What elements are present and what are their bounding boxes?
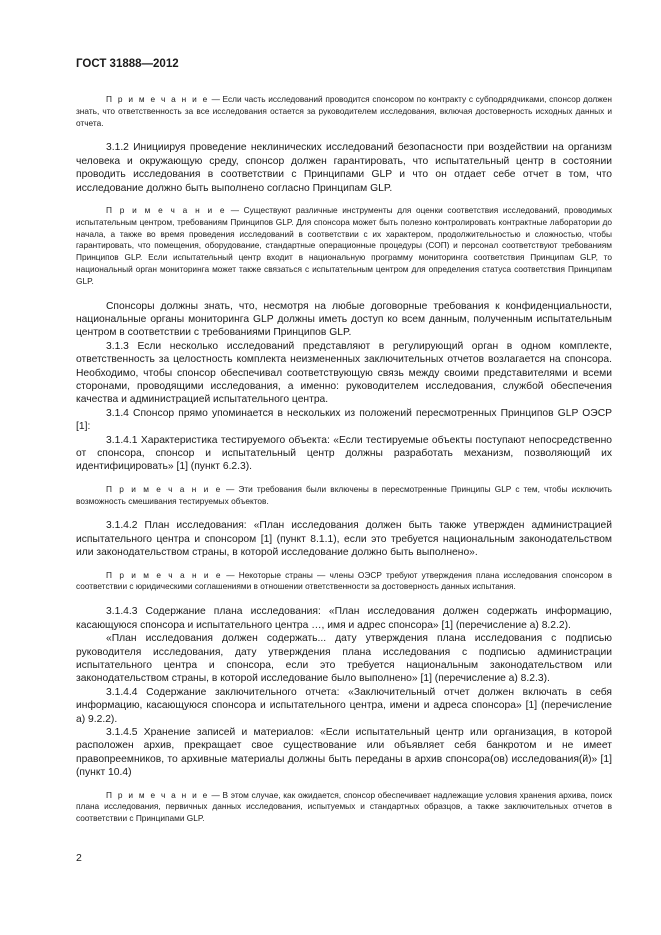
- note-label: П р и м е ч а н и е: [106, 789, 209, 800]
- body-paragraph: «План исследования должен содержать... дату утверждения плана исследования с подписью руководителя исследования, дату утверждения плана исследования с подписью администрации испытательного центра и спонсора, если это требуется национальным законодательством или законодательством страны, в которой исследование было выполнено» [1] (перечисление а) 8.2.3).: [76, 633, 612, 685]
- body-paragraph: 3.1.4.4 Содержание заключительного отчета: «Заключительный отчет должен включать в себя информацию, касающуюся спонсора и испытательного центра, имени и адреса спонсора» [1] (перечисление а) 9.2.2).: [76, 686, 612, 725]
- document-header: ГОСТ 31888—2012: [76, 58, 179, 70]
- body-paragraph: 3.1.3 Если несколько исследований представляют в регулирующий орган в одном комплекте, ответственность за целостность комплекта неизмененных заключительных отчетов возлагается на спонсора. Необходимо, чтобы спонсор обеспечивал соответствующую связь между своими представителями и всеми сторонами, проводящими исследования, а именно: руководителем исследования, службой обеспечения качества и администрацией испытательного центра.: [76, 340, 612, 406]
- note-text: — Если часть исследований проводится спонсором по контракту с субподрядчиками, спонсор должен знать, что ответственность за все исследования остается за руководителем исследования, включая достоверность исходных данных и отчета.: [76, 94, 612, 128]
- body-paragraph: 3.1.4 Спонсор прямо упоминается в нескольких из положений пересмотренных Принципов GLP ОЭСР [1]:: [76, 407, 612, 433]
- body-paragraph: 3.1.4.5 Хранение записей и материалов: «Если испытательный центр или организация, в которой расположен архив, прекращает свое существование или объявляет себя банкротом и не имеет правопреемников, то архивные материалы должны быть переданы в архив спонсора(ов) исследования(й)» [1] (пункт 10.4): [76, 726, 612, 779]
- body-paragraph: 3.1.2 Инициируя проведение неклинических исследований безопасности при воздействии на организм человека и окружающую среду, спонсор должен гарантировать, что испытательный центр в состоянии проводить исследования в соответствии с Принципами GLP и что он отдает себе отчет в том, что исследование должно быть выполнено согласно Принципам GLP.: [76, 142, 612, 194]
- note-paragraph: [76, 205, 612, 288]
- body-paragraph: 3.1.4.1 Характеристика тестируемого объекта: «Если тестируемые объекты поступают непосредственно от спонсора, спонсор и испытательный центр должны разработать механизм, позволяющий их идентифицировать» [1] (пункт 6.2.3).: [76, 434, 612, 473]
- note-paragraph: [76, 484, 612, 508]
- note-paragraph: [76, 570, 612, 594]
- body-paragraph: 3.1.4.2 План исследования: «План исследования должен быть также утвержден администрацией испытательного центра и спонсором [1] (пункт 8.1.1), если это требуется национальным законодательством или законодательством страны, в которой исследование должно быть выполнено».: [76, 520, 612, 559]
- note-label: П р и м е ч а н и е: [106, 94, 209, 104]
- note-label: П р и м е ч а н и е: [106, 205, 227, 216]
- note-label: П р и м е ч а н и е: [106, 483, 222, 494]
- body-paragraph: Спонсоры должны знать, что, несмотря на любые договорные требования к конфиденциальности, национальные органы мониторинга GLP должны иметь доступ ко всем данным, полученным испытательным центром в соответствии с требованиями Принципов GLP.: [76, 300, 612, 339]
- body-paragraph: 3.1.4.3 Содержание плана исследования: «План исследования должен содержать информацию, касающуюся спонсора и испытательного центра …, имя и адрес спонсора» [1] (перечисление а) 8.2.2).: [76, 606, 612, 631]
- note-label: П р и м е ч а н и е: [106, 569, 223, 580]
- document-body: [76, 94, 612, 837]
- note-paragraph: [76, 790, 612, 825]
- note-text: — Эти требования были включены в пересмотренные Принципы GLP с тем, чтобы исключить возможность смешивания тестируемых объектов.: [76, 483, 612, 506]
- note-text: — Существуют различные инструменты для оценки соответствия исследований, проводимых испытательным центром, требованиям Принципов GLP. Для спонсора может быть полезно контролировать контрактные лаборатории до начала, а также во время проведения исследований в соответствии с их характером, продолжительностью и сложностью, чтобы гарантировать, что помещения, оборудование, стандартные операционные процедуры (СОП) и персонал соответствуют требованиям Принципов GLP. Если испытательный центр входит в национальную программу мониторинга соответствия Принципам GLP, то национальный орган мониторинга может также связаться с испытательным центром для определения статуса соответствия Принципам GLP.: [76, 205, 612, 286]
- page-number: 2: [76, 852, 82, 864]
- note-text: — Некоторые страны — члены ОЭСР требуют утверждения плана исследования спонсором в соответствии с юридическими соглашениями в отношении ответственности за достоверность данных испытания.: [76, 569, 612, 592]
- note-text: — В этом случае, как ожидается, спонсор обеспечивает надлежащие условия хранения архива, поиск плана исследования, первичных данных исследования, испытуемых и стандартных образцов, а также заключительных отчетов в соответствии с Принципами GLP.: [76, 789, 612, 824]
- note-paragraph: [76, 94, 612, 129]
